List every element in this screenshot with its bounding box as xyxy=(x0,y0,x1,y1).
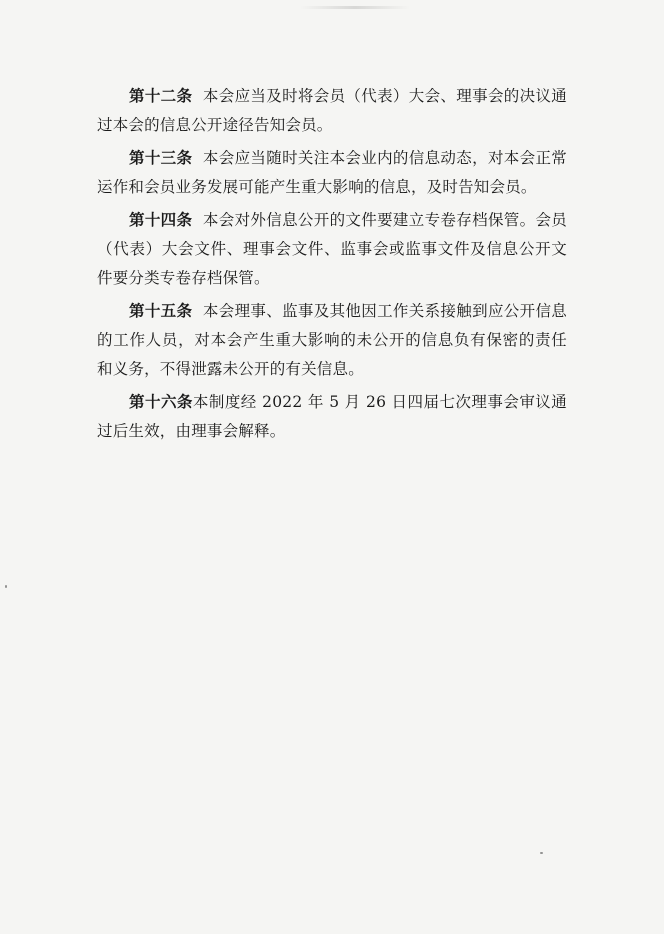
article-16 xyxy=(97,388,567,446)
scan-smudge xyxy=(300,6,410,9)
article-text: 本制度经 2022 年 5 月 26 日四届七次理事会审议通过后生效，由理事会解释。 xyxy=(97,393,567,440)
article-12 xyxy=(97,82,567,140)
article-number: 第十四条 xyxy=(129,211,193,229)
article-13 xyxy=(97,144,567,202)
article-text: 本会理事、监事及其他因工作关系接触到应公开信息的工作人员，对本会产生重大影响的未公开的信息负有保密的责任和义务，不得泄露未公开的有关信息。 xyxy=(97,302,567,378)
article-text: 本会应当随时关注本会业内的信息动态，对本会正常运作和会员业务发展可能产生重大影响的信息，及时告知会员。 xyxy=(97,149,567,196)
article-number: 第十二条 xyxy=(129,87,193,105)
article-text: 本会应当及时将会员（代表）大会、理事会的决议通过本会的信息公开途径告知会员。 xyxy=(97,87,567,134)
scan-speck xyxy=(5,585,7,588)
article-number: 第十三条 xyxy=(129,149,193,167)
article-15 xyxy=(97,297,567,384)
scan-speck xyxy=(540,852,543,854)
article-number: 第十五条 xyxy=(129,302,193,320)
article-14 xyxy=(97,206,567,293)
document-body xyxy=(97,82,567,450)
article-text: 本会对外信息公开的文件要建立专卷存档保管。会员（代表）大会文件、理事会文件、监事会或监事文件及信息公开文件要分类专卷存档保管。 xyxy=(97,211,567,287)
article-number: 第十六条 xyxy=(129,393,193,411)
